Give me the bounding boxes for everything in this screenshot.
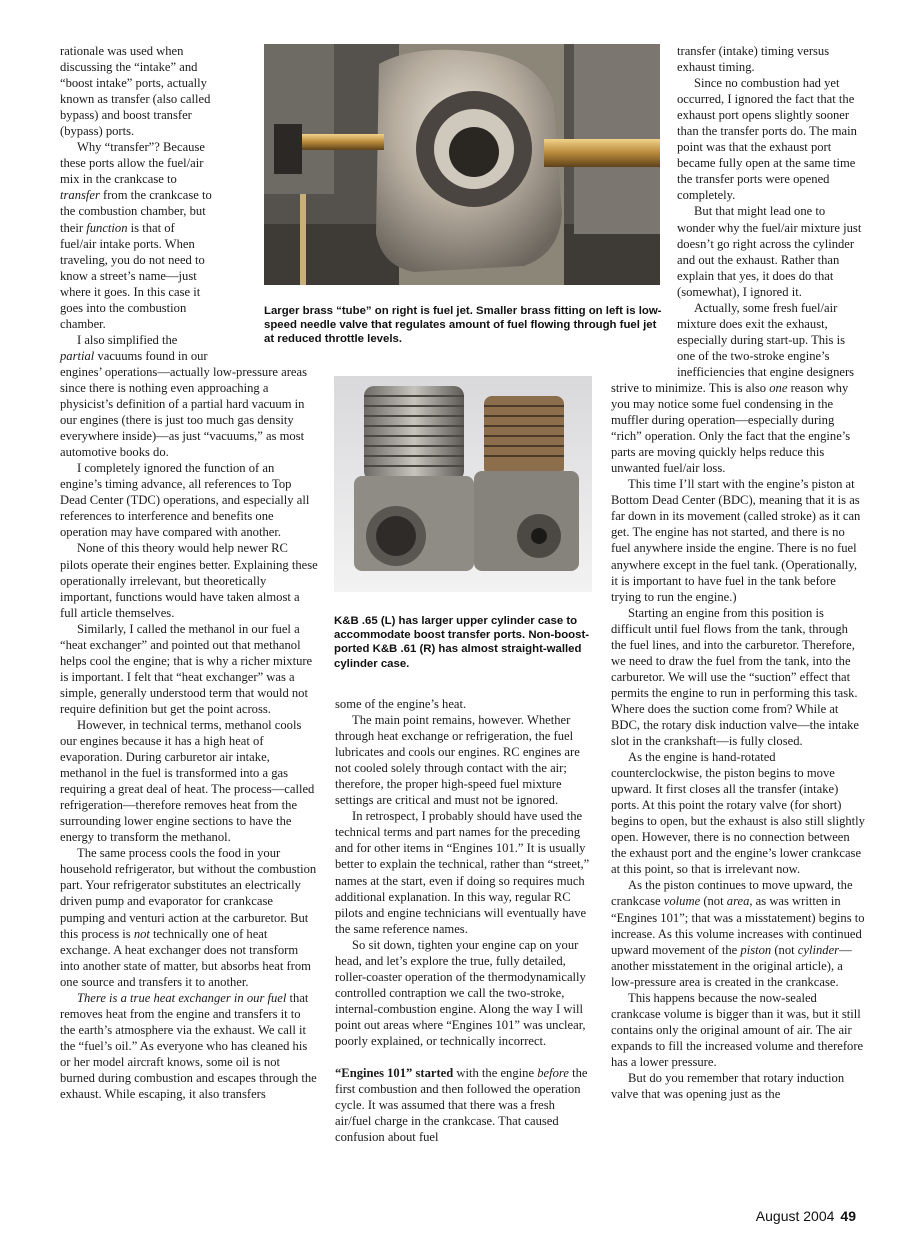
paragraph: Since no combustion had yet occurred, I ignored the fact that the exhaust port opens slightly sooner than the transfer ports do. The main point was that the exhaust port became fully open at the same time the transfer ports were opened completely. [677, 76, 857, 203]
column-2 [335, 696, 592, 1145]
column-1 [60, 43, 318, 1102]
paragraph: Why “transfer”? Because these ports allow the fuel/air mix in the crankcase to transfer from the crankcase to the combustion chamber, but their function is that of fuel/air intake ports. When traveling, you do not need to know a street’s name—just where it goes. In this case it goes into the combustion chamber. [60, 140, 212, 331]
engines-image [334, 376, 592, 592]
paragraph: This happens because the now-sealed crankcase volume is bigger than it was, but it still contains only the original amount of air. The air expands to fill the increased volume and therefore has a lower pressure. [611, 990, 864, 1069]
paragraph: As the piston continues to move upward, the crankcase volume (not area, as was written in “Engines 101”; that was a misstatement) begins to increase. As this volume increases with continued upward movement of the piston (not cylinder—another misstatement in the original article), a low-pressure area is created in the crankcase. [611, 878, 865, 989]
carburetor-photo [264, 44, 660, 285]
column-3 [611, 43, 865, 1102]
page-footer [756, 1208, 856, 1224]
paragraph: rationale was used when discussing the “intake” and “boost intake” ports, actually known as transfer (also called bypass) and boost transfer (bypass) ports. [60, 44, 211, 139]
paragraph: However, in technical terms, methanol cools our engines because it has a high heat of evaporation. During carburetor air intake, methanol in the fuel is transformed into a gas requiring a great deal of heat. The process—called refrigeration—therefore removes heat from the surrounding lower engine sections to have the energy to transform the methanol. [60, 717, 315, 845]
paragraph: Actually, some fresh fuel/air mixture does exit the exhaust, especially during start-up. This is one of the two-stroke engine’s inefficiencies that engine designers strive to minimize. This is also one reason why you may notice some fuel condensing in the muffler during operation—especially during “rich” operation. Only the fact that the engine’s parts are moving quickly helps reduce this unwanted fuel/air loss. [611, 300, 855, 476]
paragraph: This time I’ll start with the engine’s piston at Bottom Dead Center (BDC), meaning that it is as far down in its movement (called stroke) as it can get. The engine has not started, and there is no fuel anywhere inside the engine. There is no fuel anywhere except in the fuel tank. (Operationally, it is important to have fuel in the tank before trying to run the engine.) [611, 477, 861, 604]
paragraph: But do you remember that rotary induction valve that was opening just as the [611, 1071, 845, 1102]
paragraph: transfer (intake) timing versus exhaust timing. [677, 44, 830, 75]
paragraph: The same process cools the food in your household refrigerator, but without the combustion part. Your refrigerator substitutes an electrically driven pump and evaporator for crankcase pumping and venturi action at the carburetor. But this process is not technically one of heat exchange. A heat exchanger does not transform into another state of matter, but absorbs heat from one source and transfers it to another. [60, 846, 317, 989]
paragraph: some of the engine’s heat. [335, 697, 467, 711]
paragraph: So sit down, tighten your engine cap on your head, and let’s explore the true, fully detailed, roller-coaster operation of the thermodynamically controlled contraption we call the two-stroke, internal-combustion engine. Along the way I will point out areas where “Engines 101” was unclear, poorly explained, or technically incorrect. [335, 937, 586, 1048]
photo-wrap-spacer [611, 43, 677, 376]
paragraph: Starting an engine from this position is difficult until fuel flows from the tank, through the fuel lines, and into the carburetor. Therefore, we need to draw the fuel from the tank, into the carburetor. We will use the “suction” effect that permits the engine to run in performing this task. Where does the suction come from? While at BDC, the rotary disk induction valve—the intake slot in the crankshaft—is fully closed. [611, 605, 859, 749]
photo-wrap-spacer [214, 43, 318, 363]
paragraph: The main point remains, however. Whether through heat exchange or refrigeration, the fuel lubricates and cools our engines. RC engines are not cooled solely through contact with the air; therefore, the proper high-speed fuel mixture settings are critical and must not be ignored. [335, 713, 580, 808]
paragraph: I completely ignored the function of an engine’s timing advance, all references to Top Dead Center (TDC) operations, and especially all references to interference and benefits one operation may have compared with another. [60, 461, 310, 540]
engines-photo [334, 376, 592, 592]
paragraph: There is a true heat exchanger in our fuel that removes heat from the engine and transfers it to the earth’s atmosphere via the exhaust. We call it the “fuel’s oil.” As everyone who has cleaned his or her model aircraft knows, some oil is not burned during combustion and escapes through the exhaust. While escaping, it also transfers [60, 990, 317, 1102]
paragraph: But that might lead one to wonder why the fuel/air mixture just doesn’t go right across the cylinder and out the exhaust. Rather than explain that yes, it does do that (somewhat), I ignored it. [677, 204, 862, 299]
paragraph: As the engine is hand-rotated counterclockwise, the piston begins to move upward. It first closes all the transfer (intake) ports. At this point the rotary valve (for short) begins to open, but the exhaust is also still slightly open. However, there is no connection between the exhaust port and the engine’s lower crankcase at this point, so that is irrelevant now. [611, 750, 865, 877]
paragraph: I also simplified the partial vacuums found in our engines’ operations—actually low-pressure areas since there is nothing even approaching a physicist’s definition of a partial hard vacuum in our engines (there is just too much gas density everywhere inside)—as just “vacuums,” as most automotive books do. [60, 332, 307, 460]
paragraph: None of this theory would help newer RC pilots operate their engines better. Explaining these operationally irrelevant, but theoretically important, functions would have taken almost a full article themselves. [60, 541, 318, 620]
page-number: 49 [840, 1208, 856, 1224]
paragraph: Similarly, I called the methanol in our fuel a “heat exchanger” and pointed out that methanol helps cool the engine; that is why a richer mixture is important. I felt that “heat exchanger” was a simple, generally understood term that would not require definition but get the point across. [60, 621, 313, 716]
paragraph: “Engines 101” started with the engine before the first combustion and then followed the operation cycle. It was assumed that there was a fresh air/fuel charge in the crankcase. That caused confusion about fuel [335, 1066, 588, 1145]
engines-caption: K&B .65 (L) has larger upper cylinder case to accommodate boost transfer ports. Non-boost-ported K&B .61 (R) has almost straight-walled cylinder case. [334, 615, 590, 670]
issue-date: August 2004 [755, 1208, 835, 1224]
fuel-jet-caption: Larger brass “tube” on right is fuel jet. Smaller brass fitting on left is low-speed needle valve that regulates amount of fuel flowing through fuel jet at reduced throttle levels. [264, 305, 662, 346]
carburetor-image [264, 44, 660, 285]
paragraph: In retrospect, I probably should have used the technical terms and part names for the preceding and for other items in “Engines 101.” It is usually better to explain the technical, rather than “street,” names at the start, even if doing so requires much additional explanation. In this way, regular RC pilots and engine technicians will eventually have the same reference names. [335, 809, 590, 936]
